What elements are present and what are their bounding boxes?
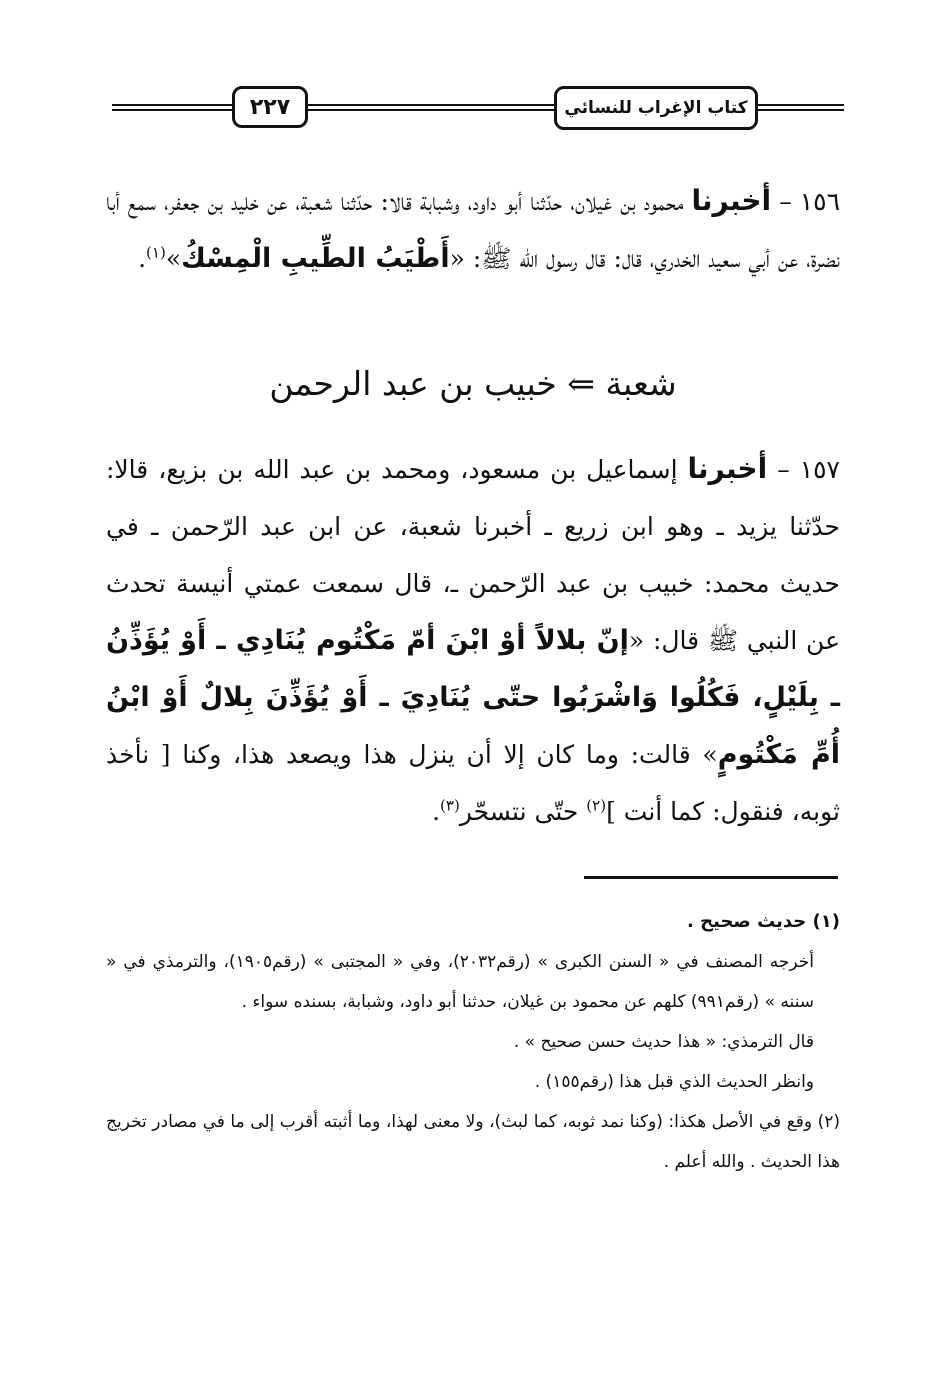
hadith-text-cont: » قالت: وما كان إلا أن ينزل هذا ويصعد هذا، وكنا [ نأخذ ثوبه، فنقول: كما أنت ] xyxy=(106,740,840,826)
header-rule-middle xyxy=(308,104,554,111)
footnote-1-title: (١) حديث صحيح . xyxy=(687,911,840,932)
footnote-ref[interactable]: (١) xyxy=(146,243,166,262)
hadith-lead: أخبرنا xyxy=(691,184,772,217)
prophetic-text: أَطْيَبُ الطِّيبِ الْمِسْكُ xyxy=(181,243,450,274)
hadith-text: إسماعيل بن مسعود، ومحمد بن عبد الله بن بزيع، قالا: حدّثنا يزيد ـ وهو ابن زريع ـ أخبرنا شعبة، عن ابن عبد الرّحمن ـ في حديث محمد: خبيب بن عبد الرّحمن ـ، قال سمعت عمتي أنيسة تحدث عن النبي ﷺ قال: « xyxy=(106,455,841,655)
header-rule-left xyxy=(112,104,232,111)
footnote-ref-3[interactable]: (٣) xyxy=(440,796,460,815)
prophetic-text: إنّ بلالاً أوْ ابْنَ أمّ مَكْتُوم يُنَادِي ـ أَوْ يُؤَذِّنُ ـ بِلَيْلٍ، فَكُلُوا وَاشْرَبُوا حتّى يُنَادِيَ ـ أَوْ يُؤَذِّنَ بِلالٌ أَوْ ابْنُ أُمِّ مَكْتُومٍ xyxy=(106,625,840,770)
hadith-end: . xyxy=(138,244,147,273)
page-header xyxy=(112,86,844,132)
chapter-heading: شعبة ⇐ خبيب بن عبد الرحمن xyxy=(269,364,677,403)
hadith-number: ١٥٧ – xyxy=(777,455,840,484)
footnote-2: (٢) وقع في الأصل هكذا: (وكنا نمد ثوبه، كما لبث)، ولا معنى لهذا، وما أثبته أقرب إلى ما في مصادر تخريج هذا الحديث . والله أعلم . xyxy=(106,1112,840,1172)
footnote-separator xyxy=(584,876,838,879)
header-rule-right xyxy=(758,104,844,111)
hadith-text: محمود بن غيلان، حدّثنا أبو داود، وشبابة قالا: حدّثنا شعبة، عن خليد بن جعفر، سمع أبا نضرة، عن أبي سعيد الخدري، قال: قال رسول الله ﷺ: « xyxy=(106,187,840,273)
footnote-1-see-also: وانظر الحديث الذي قبل هذا (رقم١٥٥) . xyxy=(534,1072,814,1092)
footnote-ref-2[interactable]: (٢) xyxy=(586,796,607,815)
hadith-text-close: » xyxy=(165,244,182,273)
page-number: ٢٢٧ xyxy=(232,86,308,128)
book-title: كتاب الإغراب للنسائي xyxy=(554,86,758,130)
hadith-156 xyxy=(106,172,840,287)
footnotes xyxy=(106,902,840,1182)
footnote-1-body: أخرجه المصنف في « السنن الكبرى » (رقم٢٠٣٢)، وفي « المجتبى » (رقم١٩٠٥)، والترمذي في « سننه » (رقم٩٩١) كلهم عن محمود بن غيلان، حدثنا أبو داود، وشبابة، بسنده سواء . xyxy=(106,952,814,1012)
hadith-number: ١٥٦ – xyxy=(779,187,841,216)
footnote-1-tirmidhi: قال الترمذي: « هذا حديث حسن صحيح » . xyxy=(513,1032,814,1052)
hadith-lead: أخبرنا xyxy=(687,452,768,485)
hadith-157 xyxy=(106,440,840,840)
hadith-text-end: حتّى نتسحّر xyxy=(459,797,587,826)
hadith-end: . xyxy=(432,797,441,826)
